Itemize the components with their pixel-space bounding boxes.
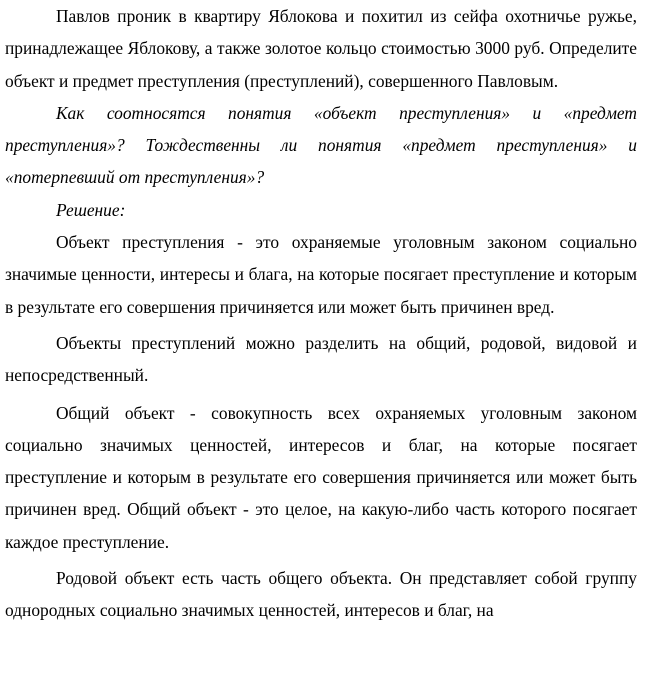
general-object-paragraph: Общий объект - совокупность всех охраняемых уголовным законом социально значимых ценностей, интересов и благ, на которые посягает преступление и которым в результате его совершения причиняется или может быть причинен вред. Общий объект - это целое, на какую-либо часть которого посягает каждое преступление. [5, 402, 637, 552]
document-page [5, 0, 637, 627]
task-paragraph: Павлов проник в квартиру Яблокова и похитил из сейфа охотничье ружье, принадлежащее Яблокову, а также золотое кольцо стоимостью 3000 руб. Определите объект и предмет преступления (преступлений), совершенного Павловым. [5, 6, 637, 91]
object-types-paragraph: Объекты преступлений можно разделить на общий, родовой, видовой и непосредственный. [5, 332, 637, 386]
object-definition-paragraph: Объект преступления - это охраняемые уголовным законом социально значимые ценности, интересы и блага, на которые посягает преступление и которым в результате его совершения причиняется или может быть причинен вред. [5, 232, 637, 317]
solution-label: Решение: [56, 199, 126, 220]
question-paragraph: Как соотносятся понятия «объект преступления» и «предмет преступления»? Тождественны ли понятия «предмет преступления» и «потерпевший от преступления»? [5, 102, 637, 188]
generic-object-paragraph: Родовой объект есть часть общего объекта. Он представляет собой группу однородных социально значимых ценностей, интересов и благ, на [5, 568, 637, 621]
